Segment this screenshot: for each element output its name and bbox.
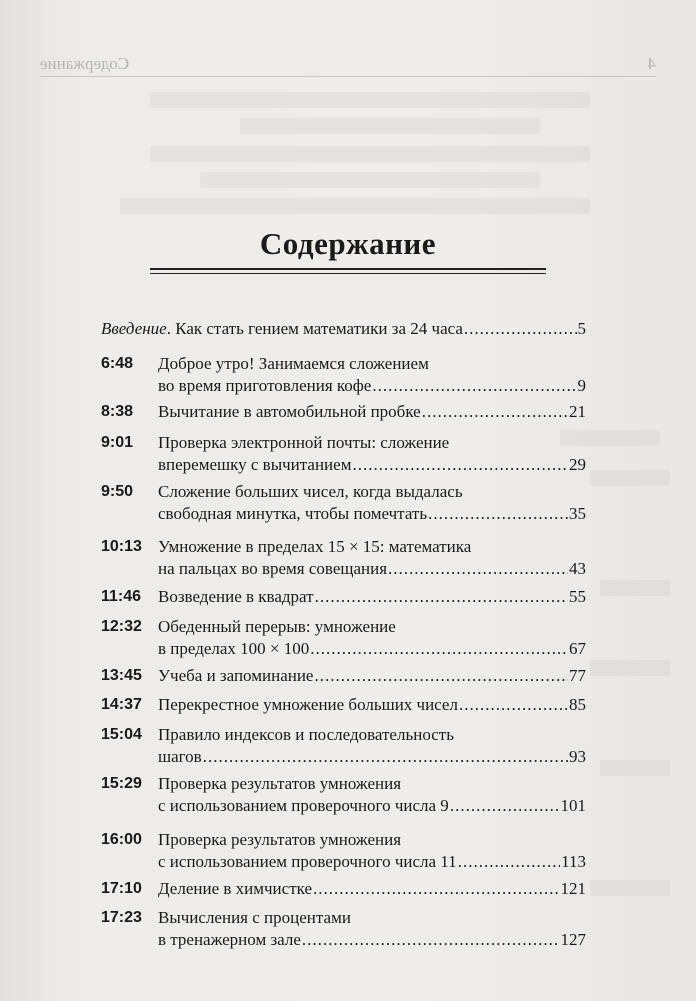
dot-leader [314, 665, 568, 687]
entry-page-number: 77 [569, 666, 586, 685]
entry-time: 13:45 [101, 667, 142, 684]
intro-page-number: 5 [577, 319, 586, 338]
title-underline [150, 268, 546, 270]
show-through-text [200, 172, 540, 188]
toc-intro-entry [101, 318, 586, 340]
entry-body [158, 829, 586, 873]
entry-body [158, 694, 586, 716]
dot-leader [310, 638, 568, 660]
entry-title-text: Проверка результатов умножения [158, 830, 402, 849]
entry-body [158, 353, 586, 397]
dot-leader [388, 558, 568, 580]
entry-page-number: 101 [560, 796, 586, 815]
entry-title-text: Вычисления с процентами [158, 908, 351, 927]
dot-leader [203, 746, 568, 768]
intro-label: Введение [101, 319, 167, 338]
entry-line [158, 829, 586, 851]
entry-body [158, 907, 586, 951]
show-through-text [590, 470, 670, 486]
entry-line [158, 401, 586, 423]
show-through-text [150, 92, 590, 108]
show-through-text [240, 118, 540, 134]
entry-time: 17:10 [101, 880, 142, 897]
intro-title: . Как стать гением математики за 24 часа [166, 319, 463, 338]
entry-body [158, 481, 586, 525]
entry-body [158, 616, 586, 660]
show-through-header [40, 48, 656, 77]
entry-page-number: 93 [569, 747, 586, 766]
entry-line [158, 375, 586, 397]
entry-body [158, 665, 586, 687]
entry-line [158, 638, 586, 660]
entry-line [158, 724, 586, 746]
dot-leader [464, 318, 577, 340]
entry-line [158, 878, 586, 900]
entry-line [158, 454, 586, 476]
title-underline-thin [150, 273, 546, 274]
entry-title-text: в пределах 100 × 100 [158, 639, 310, 658]
dot-leader [450, 795, 560, 817]
show-through-text [600, 760, 670, 776]
dot-leader [459, 694, 568, 716]
entry-page-number: 121 [560, 879, 586, 898]
entry-title-text: Возведение в квадрат [158, 587, 314, 606]
dot-leader [315, 586, 568, 608]
dot-leader [313, 878, 559, 900]
dot-leader [302, 929, 560, 951]
dot-leader [428, 503, 568, 525]
dot-leader [458, 851, 560, 873]
entry-page-number: 55 [569, 587, 586, 606]
entry-title-text: Вычитание в автомобильной пробке [158, 402, 421, 421]
entry-line [158, 795, 586, 817]
entry-line [158, 851, 586, 873]
entry-line [158, 907, 586, 929]
entry-line [158, 746, 586, 768]
entry-line [158, 694, 586, 716]
entry-time: 8:38 [101, 403, 134, 420]
entry-time: 6:48 [101, 355, 134, 372]
entry-time: 17:23 [101, 909, 142, 926]
entry-title-text: Обеденный перерыв: умножение [158, 617, 396, 636]
dot-leader [422, 401, 568, 423]
entry-title-text: с использованием проверочного числа 9 [158, 796, 449, 815]
show-through-title: Содержание [40, 54, 130, 73]
show-through-page-number: 4 [647, 54, 656, 73]
entry-title-text: Учеба и запоминание [158, 666, 314, 685]
entry-time: 14:37 [101, 696, 142, 713]
dot-leader [352, 454, 568, 476]
entry-line [158, 481, 586, 503]
entry-time: 15:04 [101, 726, 142, 743]
entry-page-number: 67 [569, 639, 586, 658]
entry-title-text: с использованием проверочного числа 11 [158, 852, 457, 871]
entry-title-text: Проверка результатов умножения [158, 774, 402, 793]
entry-page-number: 9 [577, 376, 586, 395]
entry-time: 12:32 [101, 618, 142, 635]
entry-line [158, 773, 586, 795]
entry-time: 15:29 [101, 775, 142, 792]
entry-body [158, 586, 586, 608]
entry-body [158, 878, 586, 900]
entry-body [158, 724, 586, 768]
entry-title-text: Перекрестное умножение больших чисел [158, 695, 458, 714]
show-through-text [120, 198, 590, 214]
entry-line [158, 432, 586, 454]
entry-body [158, 773, 586, 817]
entry-line [158, 929, 586, 951]
entry-line [158, 616, 586, 638]
page-title: Содержание [259, 226, 437, 261]
entry-time: 11:46 [101, 588, 142, 605]
entry-title-text: во время приготовления кофе [158, 376, 372, 395]
entry-title-text: Проверка электронной почты: сложение [158, 433, 450, 452]
entry-line [158, 586, 586, 608]
show-through-text [150, 146, 590, 162]
entry-body [158, 401, 586, 423]
entry-page-number: 85 [569, 695, 586, 714]
entry-page-number: 21 [569, 402, 586, 421]
show-through-text [590, 880, 670, 896]
entry-line [158, 665, 586, 687]
entry-line [158, 558, 586, 580]
entry-body [158, 432, 586, 476]
entry-time: 9:50 [101, 483, 134, 500]
entry-time: 10:13 [101, 538, 142, 555]
dot-leader [372, 375, 576, 397]
entry-line [158, 503, 586, 525]
entry-title-text: свободная минутка, чтобы помечтать [158, 504, 428, 523]
entry-title-text: в тренажерном зале [158, 930, 301, 949]
entry-title-text: Доброе утро! Занимаемся сложением [158, 354, 429, 373]
entry-title-text: Умножение в пределах 15 × 15: математика [158, 537, 472, 556]
entry-page-number: 127 [560, 930, 586, 949]
entry-title-text: Правило индексов и последовательность [158, 725, 454, 744]
entry-page-number: 35 [569, 504, 586, 523]
entry-time: 9:01 [101, 434, 134, 451]
entry-line [158, 536, 586, 558]
show-through-text [590, 660, 670, 676]
show-through-text [600, 580, 670, 596]
entry-time: 16:00 [101, 831, 142, 848]
entry-body [158, 536, 586, 580]
entry-title-text: на пальцах во время совещания [158, 559, 388, 578]
entry-page-number: 113 [561, 852, 586, 871]
entry-page-number: 43 [569, 559, 586, 578]
entry-page-number: 29 [569, 455, 586, 474]
entry-title-text: шагов [158, 747, 202, 766]
entry-title-text: Деление в химчистке [158, 879, 313, 898]
entry-title-text: вперемешку с вычитанием [158, 455, 352, 474]
entry-title-text: Сложение больших чисел, когда выдалась [158, 482, 463, 501]
entry-line [158, 353, 586, 375]
